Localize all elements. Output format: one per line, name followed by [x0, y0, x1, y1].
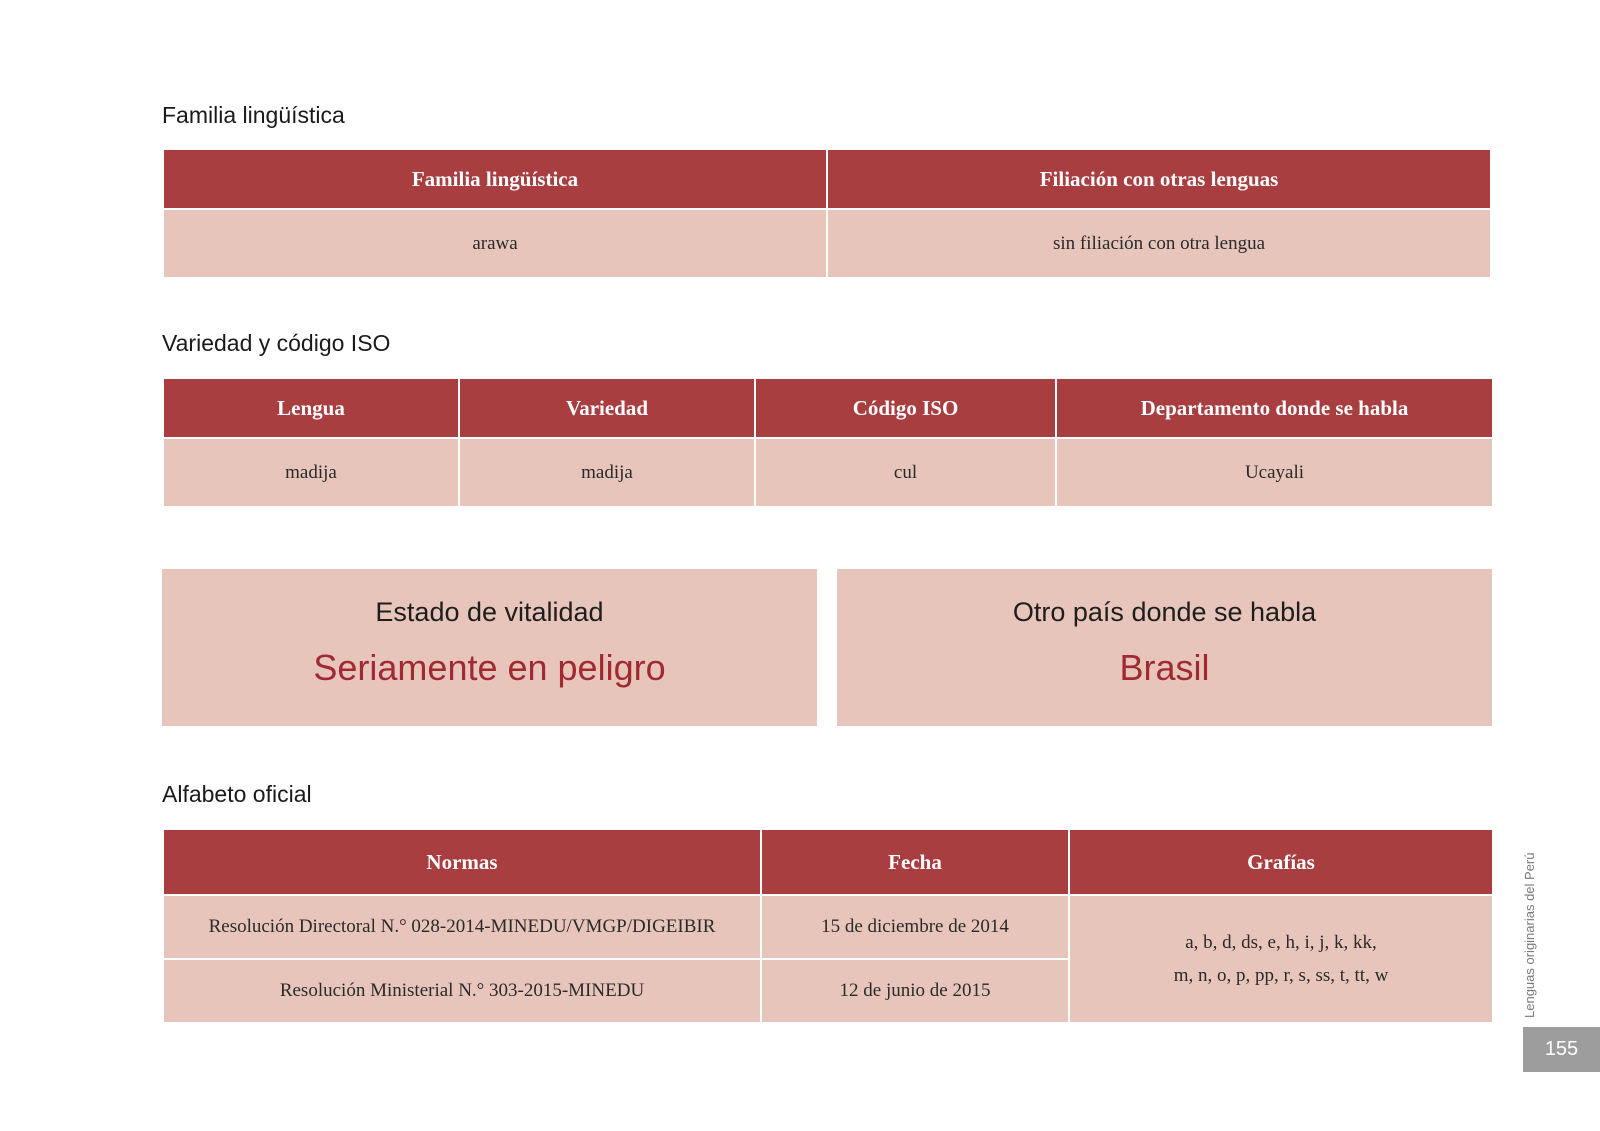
cell-departamento: Ucayali	[1056, 438, 1493, 507]
header-normas: Normas	[163, 829, 761, 895]
familia-table	[162, 148, 1492, 279]
table-header-row	[163, 829, 1493, 895]
vitalidad-box	[162, 569, 817, 726]
section-title-familia: Familia lingüística	[162, 102, 345, 128]
header-fecha: Fecha	[761, 829, 1069, 895]
grafias-line-2: m, n, o, p, pp, r, s, ss, t, tt, w	[1173, 965, 1389, 986]
header-variedad: Variedad	[459, 378, 755, 438]
cell-filiacion: sin filiación con otra lengua	[827, 209, 1491, 278]
variedad-table	[162, 377, 1494, 508]
cell-familia: arawa	[163, 209, 827, 278]
header-familia: Familia lingüística	[163, 149, 827, 209]
table-header-row	[163, 378, 1493, 438]
table-row	[163, 895, 1493, 959]
cell-fecha: 12 de junio de 2015	[761, 959, 1069, 1023]
section-title-alfabeto: Alfabeto oficial	[162, 781, 312, 807]
header-filiacion: Filiación con otras lenguas	[827, 149, 1491, 209]
grafias-line-1: a, b, d, ds, e, h, i, j, k, kk,	[1185, 932, 1377, 953]
header-codigo-iso: Código ISO	[755, 378, 1056, 438]
cell-fecha: 15 de diciembre de 2014	[761, 895, 1069, 959]
header-lengua: Lengua	[163, 378, 459, 438]
vitalidad-value: Seriamente en peligro	[313, 647, 666, 688]
cell-norma: Resolución Ministerial N.° 303-2015-MINEDU	[163, 959, 761, 1023]
otro-pais-label: Otro país donde se habla	[1012, 597, 1317, 627]
otro-pais-box	[837, 569, 1492, 726]
cell-codigo-iso: cul	[755, 438, 1056, 507]
header-departamento: Departamento donde se habla	[1056, 378, 1493, 438]
cell-lengua: madija	[163, 438, 459, 507]
cell-grafias	[1069, 895, 1493, 1023]
alfabeto-table	[162, 828, 1494, 1024]
otro-pais-value: Brasil	[1119, 647, 1210, 688]
page-number: 155	[1523, 1027, 1600, 1072]
table-row	[163, 209, 1491, 278]
table-header-row	[163, 149, 1491, 209]
section-title-variedad: Variedad y código ISO	[162, 330, 391, 356]
vitalidad-label: Estado de vitalidad	[375, 597, 604, 627]
header-grafias: Grafías	[1069, 829, 1493, 895]
table-row	[163, 438, 1493, 507]
cell-norma: Resolución Directoral N.° 028-2014-MINEDU/VMGP/DIGEIBIR	[163, 895, 761, 959]
cell-variedad: madija	[459, 438, 755, 507]
running-footer-text: Lenguas originarias del Perú	[1522, 852, 1537, 1018]
